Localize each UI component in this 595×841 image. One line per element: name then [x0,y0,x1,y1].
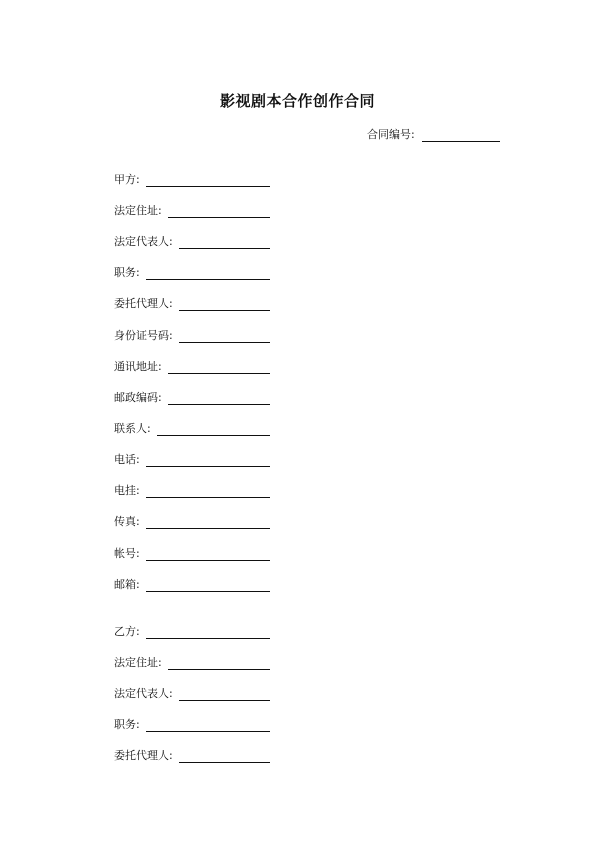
party-a-field-row [114,266,270,280]
field-label: 法定代表人: [114,235,173,248]
party-b-field-row [114,718,270,732]
field-blank-line [168,392,270,405]
field-label: 法定代表人: [114,687,173,700]
party-a-field-row [114,547,270,561]
party-b-field-row [114,687,270,701]
field-label: 身份证号码: [114,329,173,342]
party-a-field-row [114,422,270,436]
field-label: 邮箱: [114,578,140,591]
field-label: 联系人: [114,422,151,435]
field-blank-line [146,579,270,592]
field-blank-line [168,205,270,218]
field-label: 邮政编码: [114,391,162,404]
field-label: 委托代理人: [114,749,173,762]
field-blank-line [146,626,270,639]
field-label: 电挂: [114,484,140,497]
party-a-field-row [114,391,270,405]
field-label: 帐号: [114,547,140,560]
field-blank-line [179,688,270,701]
party-a-field-row [114,235,270,249]
field-blank-line [146,516,270,529]
field-blank-line [179,330,270,343]
party-a-field-row [114,173,270,187]
field-label: 乙方: [114,625,140,638]
party-a-field-row [114,329,270,343]
party-b-field-row [114,656,270,670]
field-label: 电话: [114,453,140,466]
field-blank-line [146,267,270,280]
party-a-field-row [114,204,270,218]
field-blank-line [146,454,270,467]
field-label: 职务: [114,718,140,731]
field-label: 委托代理人: [114,297,173,310]
field-blank-line [146,174,270,187]
party-b-field-row [114,625,270,639]
field-label: 法定住址: [114,656,162,669]
field-blank-line [146,719,270,732]
field-label: 甲方: [114,173,140,186]
party-a-field-row [114,578,270,592]
field-label: 传真: [114,515,140,528]
field-blank-line [146,485,270,498]
party-a-field-row [114,297,270,311]
party-a-field-row [114,360,270,374]
party-a-field-row [114,453,270,467]
field-label: 法定住址: [114,204,162,217]
contract-number-label: 合同编号: [367,128,415,141]
field-blank-line [179,236,270,249]
party-a-field-row [114,484,270,498]
field-blank-line [157,423,270,436]
field-blank-line [179,750,270,763]
contract-number [367,126,500,142]
field-blank-line [168,657,270,670]
contract-number-blank-line [422,129,500,142]
field-blank-line [168,361,270,374]
field-blank-line [179,298,270,311]
field-label: 通讯地址: [114,360,162,373]
party-b-field-row [114,749,270,763]
page-title: 影视剧本合作创作合同 [219,92,375,110]
field-blank-line [146,548,270,561]
party-a-field-row [114,515,270,529]
field-label: 职务: [114,266,140,279]
